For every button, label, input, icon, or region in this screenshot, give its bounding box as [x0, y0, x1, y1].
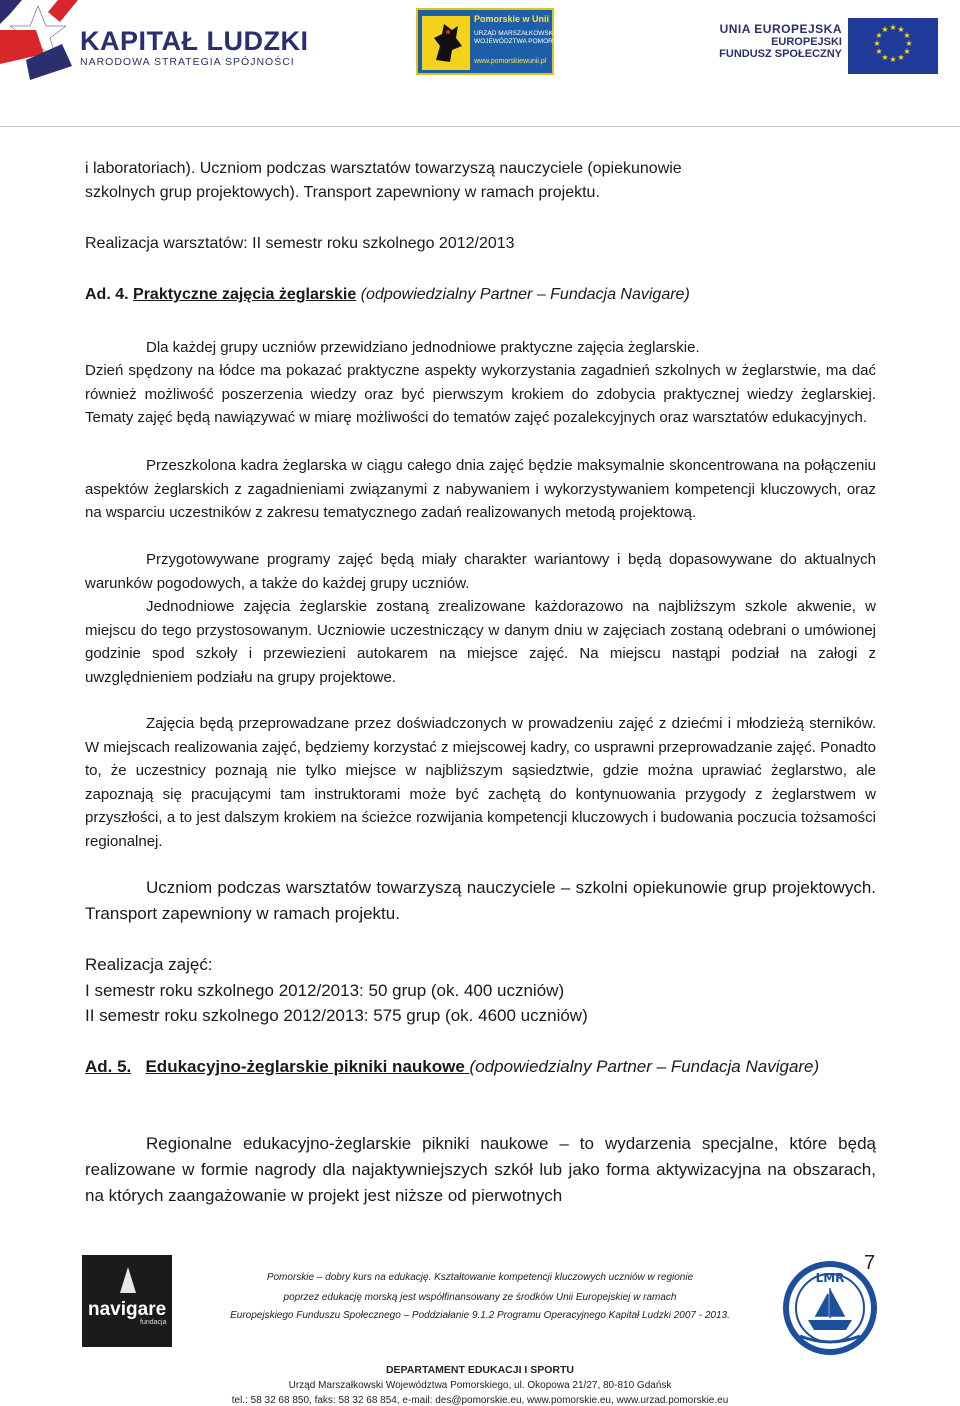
- footer-line-3: Europejskiego Funduszu Społecznego – Poddziałanie 9.1.2 Programu Operacyjnego Kapitał Ludzki 2007 - 2013.: [230, 1310, 730, 1321]
- navigare-sub: fundacja: [140, 1319, 167, 1326]
- page-number: 7: [864, 1252, 876, 1274]
- svg-text:★: ★: [881, 53, 889, 62]
- ad5-paragraph-1: Regionalne edukacyjno-żeglarskie pikniki naukowe – to wydarzenia specjalne, które będą realizowane w formie nagrody dla najaktywniejszych szkół lub jako forma aktywizacyjna na obszarach, na których zaangażowanie w projekt jest niższe od pierwotnych: [85, 1134, 876, 1205]
- ad4-partner: (odpowiedzialny Partner – Fundacja Navigare): [360, 286, 690, 303]
- page-footer: [0, 1240, 960, 1406]
- svg-text:★: ★: [875, 47, 883, 56]
- page-header: [0, 0, 960, 130]
- ad4-paragraph-1: Dzień spędzony na łódce ma pokazać praktyczne aspekty wykorzystania zagadnień szkolnych w żeglarstwie, ma dać również możliwość poszerzenia wiedzy oraz być pierwszym krokiem do zdobycia praktycznej wiedzy żeglarskiej. Tematy zajęć będą nawiązywać w miarę możliwości do tematów zajęć pozalekcyjnych oraz warsztatów edukacyjnych.: [85, 362, 876, 427]
- svg-text:★: ★: [889, 23, 897, 32]
- ad4-number: Ad. 4.: [85, 286, 129, 303]
- griffin-icon: [422, 16, 470, 70]
- realizacja-zajec-label: Realizacja zajęć:: [85, 955, 213, 974]
- svg-text:★: ★: [903, 31, 911, 40]
- ad5-heading: [85, 1054, 876, 1080]
- realizacja-warsztatow: Realizacja warsztatów: II semestr roku szkolnego 2012/2013: [85, 235, 515, 252]
- footer-address: Urząd Marszałkowski Województwa Pomorskiego, ul. Okopowa 21/27, 80-810 Gdańsk: [288, 1380, 672, 1391]
- eu-flag-icon: [848, 18, 938, 74]
- eu-stars-icon: [848, 18, 938, 74]
- ad4-paragraph-2: Przeszkolona kadra żeglarska w ciągu całego dnia zajęć będzie maksymalnie skoncentrowana na połączeniu aspektów żeglarskich z zagadnieniami związanymi z nabywaniem i wykorzystywaniem kompetencji kluczowych, oraz na wsparciu uczestników z zakresu tematycznego zadań realizowanych metodą projektową.: [85, 457, 876, 522]
- kapital-ludzki-title: KAPITAŁ LUDZKI: [80, 26, 309, 56]
- footer-line-2: poprzez edukację morską jest współfinansowany ze środków Unii Europejskiej w ramach: [283, 1292, 677, 1303]
- ad4-paragraph-6: Uczniom podczas warsztatów towarzyszą nauczyciele – szkolni opiekunowie grup projektowych. Transport zapewniony w ramach projektu.: [85, 878, 876, 923]
- pomorskie-logo: [416, 8, 578, 75]
- lmr-logo-icon: [782, 1260, 878, 1356]
- header-divider: [0, 126, 960, 127]
- svg-text:★: ★: [875, 31, 883, 40]
- pomorskie-url: www.pomorskiewunii.pl: [474, 58, 547, 65]
- eu-line-1: UNIA EUROPEJSKA: [719, 22, 842, 36]
- ad5-number: Ad. 5.: [85, 1057, 132, 1076]
- svg-text:★: ★: [889, 55, 897, 64]
- kapital-ludzki-subtitle: NARODOWA STRATEGIA SPÓJNOŚCI: [80, 56, 295, 68]
- ad4-intro: Dla każdej grupy uczniów przewidziano jednodniowe praktyczne zajęcia żeglarskie.: [146, 339, 700, 356]
- svg-text:★: ★: [905, 39, 913, 48]
- lmr-label: LMR: [815, 1271, 845, 1285]
- realizacja-semestr-1: I semestr roku szkolnego 2012/2013: 50 grup (ok. 400 uczniów): [85, 981, 565, 1000]
- intro-line-1: i laboratoriach). Uczniom podczas warsztatów towarzyszą nauczyciele (opiekunowie: [85, 160, 682, 177]
- footer-line-1: Pomorskie – dobry kurs na edukację. Kształtowanie kompetencji kluczowych uczniów w regionie: [266, 1272, 694, 1283]
- navigare-logo: [82, 1255, 172, 1347]
- eu-text: [719, 22, 842, 60]
- svg-text:★: ★: [897, 25, 905, 34]
- ad4-paragraph-4: Jednodniowe zajęcia żeglarskie zostaną zrealizowane każdorazowo na najbliższym szkole akwenie, w miejscu do tego przystosowanym. Uczniowie uczestniczący w danym dniu w zajęciach zostaną odebrani o umówionej godzinie spod szkoły i przewiezieni autokarem na miejsce zajęć. Na miejscu nastąpi podział na załogi z uwzględnieniem podziału na grupy projektowe.: [85, 598, 876, 686]
- ad4-paragraph-3: Przygotowywane programy zajęć będą miały charakter wariantowy i będą dopasowywane do aktualnych warunków pogodowych, a także do każdej grupy uczniów.: [85, 551, 876, 592]
- realizacja-semestr-2: II semestr roku szkolnego 2012/2013: 575 grup (ok. 4600 uczniów): [85, 1006, 588, 1025]
- footer-department: DEPARTAMENT EDUKACJI I SPORTU: [385, 1364, 575, 1376]
- intro-line-2: szkolnych grup projektowych). Transport zapewniony w ramach projektu.: [85, 184, 600, 201]
- ad4-paragraph-5: Zajęcia będą przeprowadzane przez doświadczonych w prowadzeniu zajęć z dziećmi i młodzieżą sterników. W miejscach realizowania zajęć, będziemy korzystać z miejscowej kadry, co usprawni przeprowadzanie zajęć. Ponadto to, że uczestnicy poznają nie tylko miejsce w najbliższym sąsiedztwie, gdzie można uprawiać żeglarstwo, ale zapoznają się pracującymi tam instruktorami może być zachętą do kontynuowania przygody z żeglarstwem w przyszłości, a to jest dalszym krokiem na ścieżce rozwijania kompetencji kluczowych i budowania poczucia tożsamości regionalnej.: [85, 715, 876, 850]
- pomorskie-office: URZĄD MARSZAŁKOWSKI WOJEWÓDZTWA POMORSKIEGO: [474, 30, 578, 45]
- sail-icon: [118, 1267, 138, 1297]
- navigare-name: navigare: [88, 1299, 167, 1320]
- eu-line-3: FUNDUSZ SPOŁECZNY: [719, 48, 842, 60]
- svg-text:★: ★: [873, 39, 881, 48]
- svg-text:★: ★: [903, 47, 911, 56]
- eu-line-2: EUROPEJSKI: [771, 36, 842, 48]
- ad4-title: Praktyczne zajęcia żeglarskie: [133, 286, 357, 303]
- svg-text:★: ★: [897, 53, 905, 62]
- svg-text:★: ★: [881, 25, 889, 34]
- ad5-title: Edukacyjno-żeglarskie pikniki naukowe: [145, 1057, 465, 1076]
- pomorskie-title: Pomorskie w Unii: [474, 14, 550, 24]
- kapital-ludzki-star-icon: [0, 0, 78, 80]
- ad4-heading: [85, 283, 876, 307]
- ad5-partner: (odpowiedzialny Partner – Fundacja Navigare): [469, 1057, 820, 1076]
- footer-contact: tel.: 58 32 68 850, faks: 58 32 68 854, e-mail: des@pomorskie.eu, www.pomorskie.eu, www.urzad.pomorskie.eu: [231, 1395, 729, 1406]
- kapital-ludzki-logo: [0, 0, 309, 80]
